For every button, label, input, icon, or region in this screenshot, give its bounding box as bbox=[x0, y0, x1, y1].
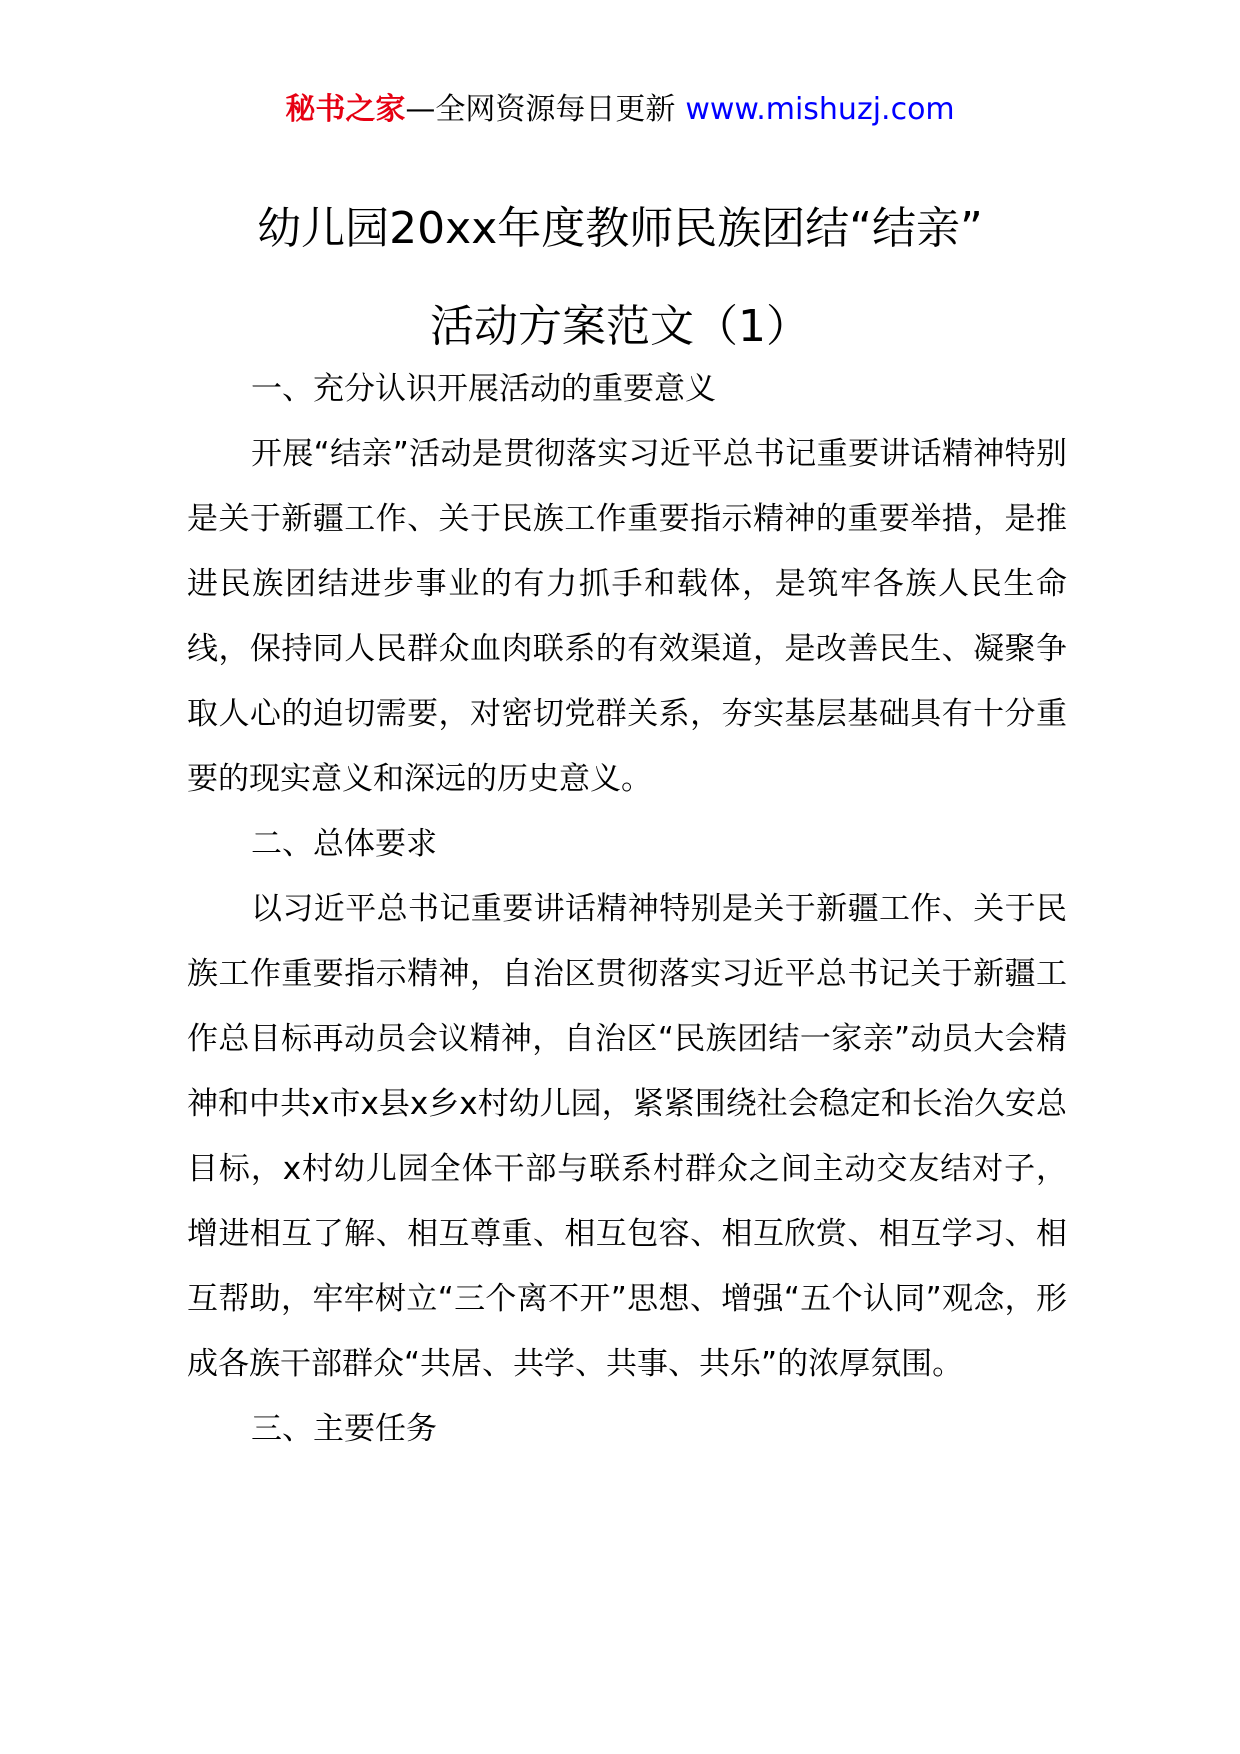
title-line-1: 幼儿园20xx年度教师民族团结“结亲” bbox=[257, 203, 983, 254]
header-banner bbox=[0, 88, 1240, 132]
site-url-link[interactable]: www.mishuzj.com bbox=[685, 92, 955, 127]
document-title bbox=[120, 180, 1120, 376]
document-body bbox=[187, 357, 1067, 1462]
header-tagline: —全网资源每日更新 bbox=[405, 92, 676, 127]
title-line-2: 活动方案范文（1） bbox=[430, 301, 810, 352]
section-paragraph: 以习近平总书记重要讲话精神特别是关于新疆工作、关于民族工作重要指示精神，自治区贯彻落实习近平总书记关于新疆工作总目标再动员会议精神，自治区“民族团结一家亲”动员大会精神和中共x市x县x乡x村幼儿园，紧紧围绕社会稳定和长治久安总目标，x村幼儿园全体干部与联系村群众之间主动交友结对子，增进相互了解、相互尊重、相互包容、相互欣赏、相互学习、相互帮助，牢牢树立“三个离不开”思想、增强“五个认同”观念，形成各族干部群众“共居、共学、共事、共乐”的浓厚氛围。 bbox=[187, 891, 1067, 1382]
section-heading: 二、总体要求 bbox=[251, 826, 437, 862]
section-paragraph: 开展“结亲”活动是贯彻落实习近平总书记重要讲话精神特别是关于新疆工作、关于民族工作重要指示精神的重要举措，是推进民族团结进步事业的有力抓手和载体，是筑牢各族人民生命线，保持同人民群众血肉联系的有效渠道，是改善民生、凝聚争取人心的迫切需要，对密切党群关系，夯实基层基础具有十分重要的现实意义和深远的历史意义。 bbox=[187, 436, 1067, 797]
section-heading: 三、主要任务 bbox=[251, 1411, 437, 1447]
section-heading: 一、充分认识开展活动的重要意义 bbox=[251, 371, 716, 407]
site-name: 秘书之家 bbox=[285, 92, 406, 127]
